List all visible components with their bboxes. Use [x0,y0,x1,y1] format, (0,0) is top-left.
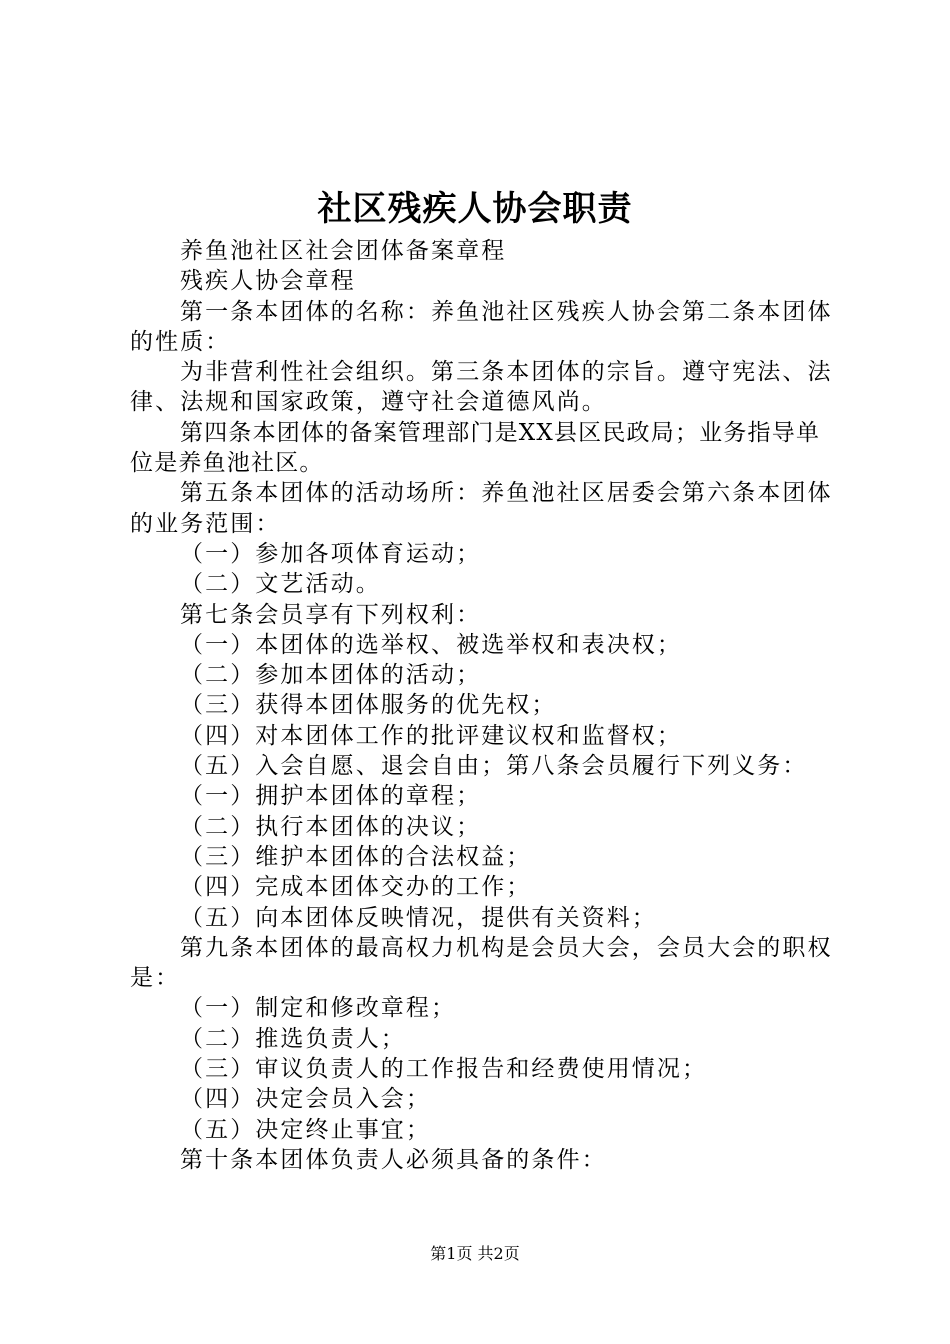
document-title: 社区残疾人协会职责 [317,189,633,229]
paragraph: （一）拥护本团体的章程； [180,783,482,810]
paragraph: （四）完成本团体交办的工作； [180,874,532,901]
paragraph: （五）决定终止事宜； [180,1116,431,1143]
paragraph: （四）对本团体工作的批评建议权和监督权； [180,722,682,749]
paragraph: 残疾人协会章程 [180,268,356,295]
paragraph: （三）维护本团体的合法权益； [180,843,532,870]
paragraph: （二）推选负责人； [180,1025,406,1052]
paragraph: （二）参加本团体的活动； [180,662,482,689]
paragraph: （一）本团体的选举权、被选举权和表决权； [180,631,682,658]
document-body [130,236,834,1175]
paragraph: （二）执行本团体的决议； [180,813,482,840]
page-footer: 第1页 共2页 [430,1244,520,1263]
paragraph: 第四条本团体的备案管理部门是XX县区民政局；业务指导单位是养鱼池社区。 [130,419,821,477]
paragraph: （二）文艺活动。 [180,571,381,598]
paragraph: 为非营利性社会组织。第三条本团体的宗旨。遵守宪法、法律、法规和国家政策，遵守社会道德风尚。 [130,359,833,416]
paragraph: （三）审议负责人的工作报告和经费使用情况； [180,1056,708,1083]
paragraph: 第九条本团体的最高权力机构是会员大会，会员大会的职权是： [130,934,833,992]
paragraph: （三）获得本团体服务的优先权； [180,692,557,719]
paragraph: （一）参加各项体育运动； [180,540,482,567]
paragraph: 第七条会员享有下列权利： [180,601,482,628]
paragraph: 第十条本团体负责人必须具备的条件： [180,1146,607,1173]
paragraph: 养鱼池社区社会团体备案章程 [180,238,507,264]
paragraph: （五）入会自愿、退会自由；第八条会员履行下列义务： [180,753,808,780]
paragraph: （一）制定和修改章程； [180,995,457,1022]
paragraph: （四）决定会员入会； [180,1086,431,1113]
paragraph: 第五条本团体的活动场所：养鱼池社区居委会第六条本团体的业务范围： [130,480,833,537]
paragraph: （五）向本团体反映情况，提供有关资料； [180,904,657,931]
paragraph: 第一条本团体的名称：养鱼池社区残疾人协会第二条本团体的性质： [130,298,833,355]
